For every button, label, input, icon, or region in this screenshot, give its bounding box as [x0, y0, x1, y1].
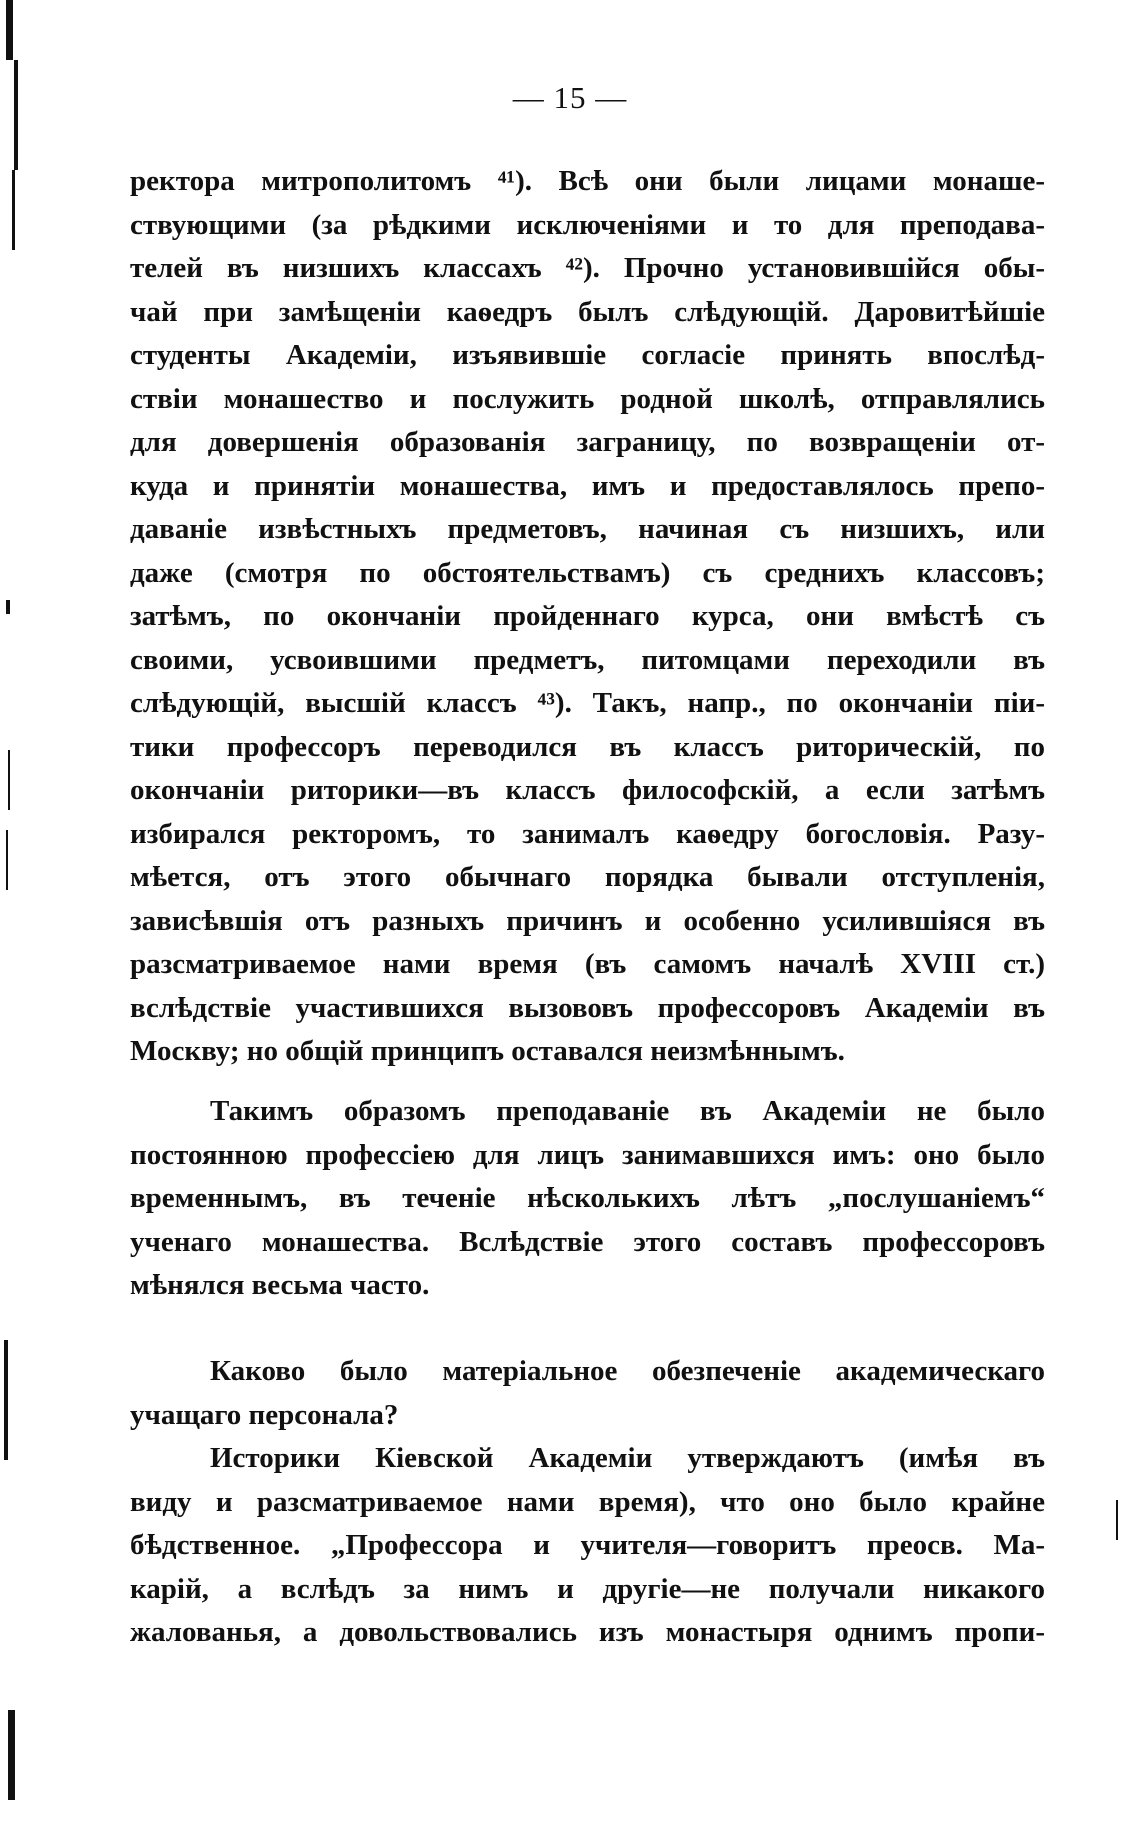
- page-number: — 15 —: [512, 80, 628, 115]
- scan-artifact: [1116, 1500, 1118, 1540]
- scan-artifact: [8, 1710, 15, 1800]
- text-line: ствующими (за рѣдкими исключеніями и то для преподава-: [130, 208, 1045, 241]
- text-line: слѣдующій, высшій классъ ⁴³). Такъ, напр., по окончаніи пiи-: [130, 687, 1045, 719]
- text-line: студенты Академіи, изъявившіе согласіе принять впослѣд-: [130, 339, 1045, 371]
- text-line: мѣнялся весьма часто.: [130, 1269, 430, 1301]
- text-line: Такимъ образомъ преподаваніе въ Академіи не было: [210, 1095, 1045, 1127]
- text-line: бѣдственное. „Профессора и учителя—говоритъ преосв. Ма-: [130, 1529, 1045, 1561]
- paragraph: [130, 1437, 1045, 1655]
- text-line: телей въ низшихъ классахъ ⁴²). Прочно установившійся обы-: [130, 252, 1045, 284]
- text-line: виду и разсматриваемое нами время), что оно было крайне: [130, 1485, 1045, 1518]
- paragraph: [130, 1090, 1045, 1308]
- text-block-main: [130, 160, 1045, 1074]
- scan-artifact: [14, 60, 18, 170]
- text-line: карій, а вслѣдъ за нимъ и другіе—не получали никакого: [130, 1572, 1045, 1605]
- text-line: ствіи монашество и послужить родной школѣ, отправлялись: [130, 382, 1045, 415]
- scan-artifact: [6, 0, 13, 60]
- text-line: для довершенія образованія заграницу, по возвращеніи от-: [130, 426, 1045, 458]
- text-line: временнымъ, въ теченіе нѣсколькихъ лѣтъ „послушаніемъ“: [130, 1182, 1045, 1214]
- text-line: тики профессоръ переводился въ классъ риторическій, по: [130, 730, 1045, 763]
- text-line: разсматриваемое нами время (въ самомъ началѣ XVIII ст.): [130, 948, 1045, 980]
- text-line: учащаго персонала?: [130, 1398, 399, 1431]
- text-line: ученаго монашества. Вслѣдствіе этого составъ профессоровъ: [130, 1225, 1045, 1258]
- text-line: затѣмъ, по окончаніи пройденнаго курса, они вмѣстѣ съ: [130, 600, 1045, 632]
- text-line: своими, усвоившими предметъ, питомцами переходили въ: [130, 643, 1045, 676]
- text-line: вслѣдствіе участившихся вызововъ профессоровъ Академіи въ: [130, 991, 1045, 1024]
- scan-artifact: [4, 1340, 8, 1460]
- scan-artifact: [12, 170, 15, 250]
- text-block-second: [130, 1090, 1045, 1308]
- text-line: даже (смотря по обстоятельствамъ) съ среднихъ классовъ;: [130, 556, 1045, 589]
- text-block-third: [130, 1350, 1045, 1655]
- text-line: окончаніи риторики—въ классъ философскій, а если затѣмъ: [130, 774, 1045, 806]
- text-line: Историки Кіевской Академіи утверждаютъ (имѣя въ: [210, 1442, 1045, 1474]
- text-line: Каково было матеріальное обезпеченіе академическаго: [210, 1355, 1045, 1387]
- paragraph: [130, 160, 1045, 1074]
- text-line: чай при замѣщеніи каѳедръ былъ слѣдующій. Даровитѣйшіе: [130, 295, 1045, 328]
- text-line: мѣется, отъ этого обычнаго порядка бывали отступленія,: [130, 861, 1045, 893]
- text-line: даваніе извѣстныхъ предметовъ, начиная съ низшихъ, или: [130, 513, 1045, 545]
- scan-artifact: [6, 830, 8, 890]
- text-line: Москву; но общій принципъ оставался неизмѣннымъ.: [130, 1035, 845, 1067]
- text-line: жалованья, а довольствовались изъ монастыря однимъ пропи-: [130, 1616, 1045, 1648]
- text-line: куда и принятіи монашества, имъ и предоставлялось препо-: [130, 469, 1045, 502]
- text-line: ректора митрополитомъ ⁴¹). Всѣ они были лицами монаше-: [130, 165, 1045, 197]
- text-line: зависѣвшія отъ разныхъ причинъ и особенно усилившіяся въ: [130, 904, 1045, 937]
- text-line: избирался ректоромъ, то занималъ каѳедру богословія. Разу-: [130, 817, 1045, 850]
- paragraph-question: [130, 1350, 1045, 1437]
- scan-artifact: [8, 750, 10, 810]
- scan-artifact: [6, 600, 10, 614]
- text-line: постоянною профессіею для лицъ занимавшихся имъ: оно было: [130, 1138, 1045, 1171]
